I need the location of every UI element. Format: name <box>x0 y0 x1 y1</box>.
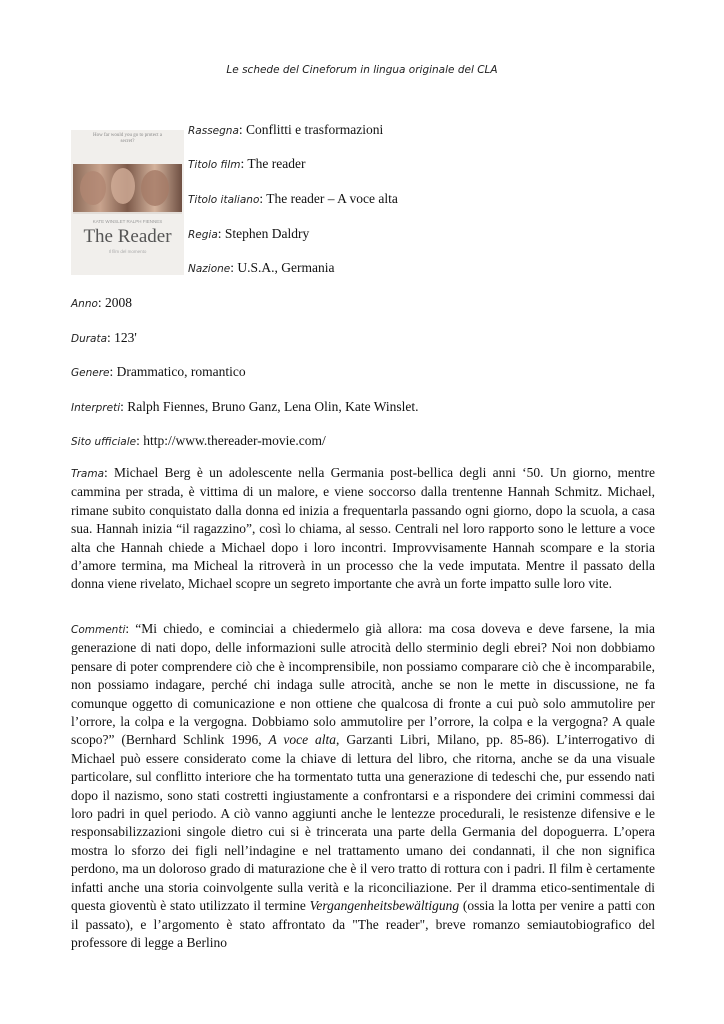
trama-label: Trama <box>71 468 105 480</box>
regia-label: Regia <box>188 229 218 241</box>
durata-value: : 123' <box>107 330 137 345</box>
nazione-value: : U.S.A., Germania <box>230 260 335 275</box>
poster-tagline: How far would you go to protect a secret? <box>92 133 162 144</box>
field-nazione <box>188 259 335 277</box>
document-header: Le schede del Cineforum in lingua originale del CLA <box>226 64 498 76</box>
commenti-text-3: (ossia la lotta per venire a patti con il passato), e l’argomento è stato affrontato da "The reader", breve romanzo semiautobiografico del professore di legge a Berlino <box>71 898 655 950</box>
commenti-text-1: : “Mi chiedo, e cominciai a chiedermelo già allora: ma cosa doveva e deve farsene, la mia generazione di nati dopo, delle informazioni sulle atrocità dello sterminio degli ebrei? Noi non dobbiamo pensare di poter comprendere ciò che è incomprensibile, non possiamo comparare ciò che è incomparabile, non possiamo indagare, perché chi indaga sulle atrocità, anche se non le mette in discussione, ne fa comunque oggetto di comunicazione e non ottiene che qualcosa di fronte a cui può solo ammutolire per l’orrore, la colpa e la vergogna. Dobbiamo solo ammutolire per l’orrore, la colpa e la vergogna? A quale scopo?” (Bernhard Schlink 1996, <box>71 621 655 748</box>
interpreti-value: : Ralph Fiennes, Bruno Ganz, Lena Olin, Kate Winslet. <box>120 399 419 414</box>
commenti-book-title: A voce alta <box>268 732 337 748</box>
trama-text: : Michael Berg è un adolescente nella Germania post-bellica degli anni ‘50. Un giorno, mentre cammina per strada, è vittima di un malore, e viene soccorso dalla trentenne Hannah Schmitz. Michael, rimane subito conquistato dalla donna ed inizia a frequentarla passando ogni giorno, dopo la scuola, a casa sua. Hannah inizia “il ragazzino”, così lo chiama, al sesso. Centrali nel loro rapporto sono le letture a voce alta che Hannah chiede a Michael dopo i loro incontri. Improvvisamente Hannah scompare e la storia d’amore termina, ma Micheal la ritroverà in un processo che la vede imputata. Mentre il passato della donna viene rivelato, Michael scopre un segreto importante che avrà un forte impatto sulle loro vite. <box>71 465 655 592</box>
field-titolo-film <box>188 155 305 173</box>
poster-subtitle: Il film del momento <box>108 249 147 254</box>
field-titolo-italiano <box>188 190 398 208</box>
titolo-italiano-label: Titolo italiano <box>188 194 260 206</box>
movie-poster <box>71 130 184 275</box>
genere-value: : Drammatico, romantico <box>109 364 246 379</box>
anno-label: Anno <box>71 298 98 310</box>
titolo-film-value: : The reader <box>240 156 306 171</box>
poster-cast: KATE WINSLET RALPH FIENNES <box>92 219 163 224</box>
rassegna-label: Rassegna <box>188 125 239 137</box>
anno-value: : 2008 <box>97 295 133 310</box>
commenti-term: Vergangenheitsbewältigung <box>309 898 460 914</box>
regia-value: : Stephen Daldry <box>217 226 310 241</box>
field-sito-ufficiale <box>71 432 326 450</box>
commenti-paragraph <box>71 620 655 952</box>
commenti-label: Commenti <box>71 624 126 636</box>
field-interpreti <box>71 398 419 416</box>
field-genere <box>71 363 246 381</box>
poster-title: The Reader <box>83 226 172 247</box>
field-rassegna <box>188 121 383 139</box>
field-anno <box>71 294 132 312</box>
commenti-text-2: , Garzanti Libri, Milano, pp. 85-86). L’interrogativo di Michael può essere considerato come la chiave di lettura del libro, che ritorna, anche se da una visuale particolare, sul conflitto interiore che ha tormentato tutta una generazione di tedeschi che, pur essendo nati dopo il nazismo, sono stati costretti ingiustamente a confrontarsi e a rispondere dei crimini commessi dai loro padri in quel periodo. A ciò vanno aggiunti anche le lentezze procedurali, le resistenze difensive e le responsabilizzazioni singole dietro cui si è trincerata una parte della Germania del dopoguerra. L’opera mostra lo sforzo dei figli nell’indagine e nel trattamento umano dei condannati, il che non significa perdono, ma un doloroso grado di maturazione che è il vero tratto di rottura con i padri. Il film è certamente infatti anche una storia coinvolgente sulla verità e la riconciliazione. Per il dramma etico-sentimentale di questa gioventù è stato utilizzato il termine <box>71 732 655 914</box>
nazione-label: Nazione <box>188 263 231 275</box>
trama-paragraph <box>71 464 655 594</box>
durata-label: Durata <box>71 333 108 345</box>
field-durata <box>71 329 137 347</box>
sito-value: : http://www.thereader-movie.com/ <box>136 433 326 448</box>
sito-label: Sito ufficiale <box>71 436 137 448</box>
rassegna-value: : Conflitti e trasformazioni <box>238 122 384 137</box>
genere-label: Genere <box>71 367 110 379</box>
titolo-italiano-value: : The reader – A voce alta <box>259 191 398 206</box>
titolo-film-label: Titolo film <box>188 159 241 171</box>
interpreti-label: Interpreti <box>71 402 121 414</box>
field-regia <box>188 225 309 243</box>
